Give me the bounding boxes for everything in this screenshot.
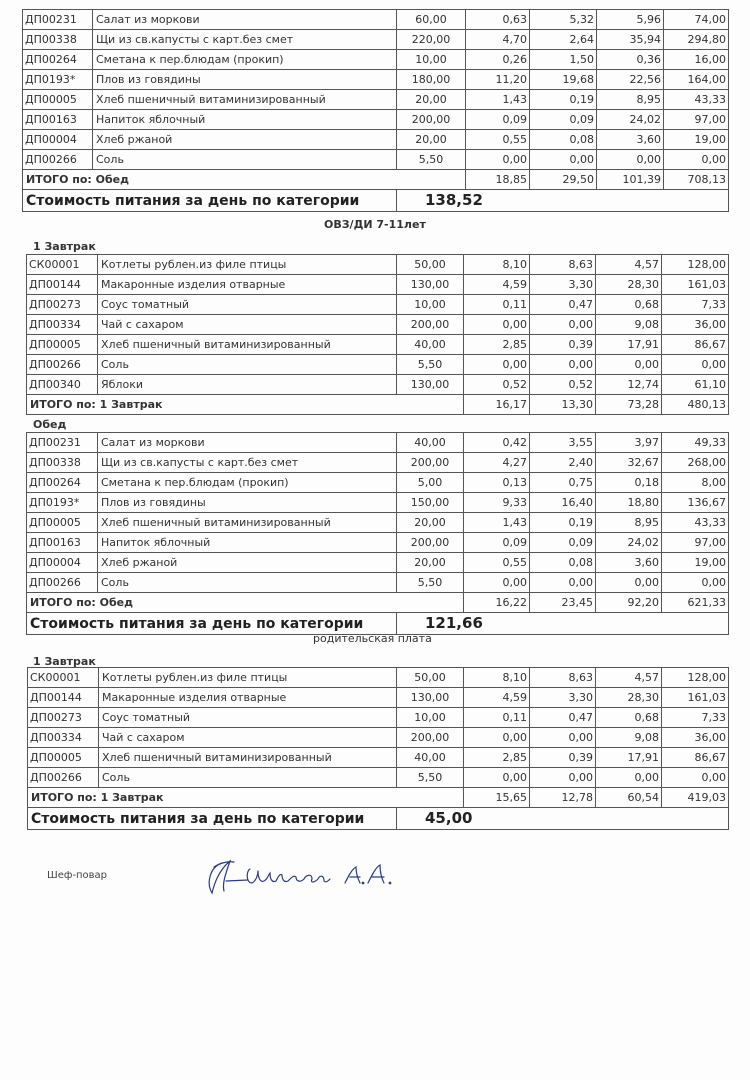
dish-fat: 0,19: [530, 513, 596, 533]
dish-carbs: 28,30: [596, 688, 662, 708]
dish-carbs: 8,95: [597, 90, 664, 110]
dish-weight: 200,00: [397, 315, 464, 335]
dish-kcal: 36,00: [662, 728, 729, 748]
chef-label: Шеф-повар: [47, 870, 108, 881]
dish-protein: 0,42: [464, 433, 530, 453]
dish-code: ДП00264: [23, 50, 93, 70]
dish-carbs: 0,68: [596, 295, 662, 315]
dish-carbs: 24,02: [597, 110, 664, 130]
total-kcal: 419,03: [662, 788, 729, 808]
table-row: [27, 315, 729, 335]
dish-weight: 5,00: [397, 473, 464, 493]
dish-code: ДП00231: [23, 10, 93, 30]
dish-name: Соль: [98, 355, 397, 375]
dish-protein: 2,85: [464, 335, 530, 355]
cost-label: Стоимость питания за день по категории: [23, 190, 397, 212]
dish-protein: 8,10: [464, 668, 530, 688]
dish-fat: 0,00: [530, 355, 596, 375]
dish-name: Хлеб ржаной: [98, 553, 397, 573]
dish-kcal: 97,00: [664, 110, 729, 130]
dish-carbs: 17,91: [596, 335, 662, 355]
total-fat: 29,50: [530, 170, 597, 190]
cost-row: [28, 808, 729, 830]
dish-kcal: 86,67: [662, 748, 729, 768]
dish-carbs: 12,74: [596, 375, 662, 395]
dish-protein: 0,26: [466, 50, 530, 70]
dish-weight: 130,00: [397, 275, 464, 295]
dish-weight: 220,00: [397, 30, 466, 50]
dish-weight: 200,00: [397, 453, 464, 473]
dish-weight: 40,00: [397, 335, 464, 355]
dish-weight: 200,00: [397, 110, 466, 130]
dish-code: ДП00144: [27, 275, 98, 295]
total-row: [28, 788, 729, 808]
dish-kcal: 61,10: [662, 375, 729, 395]
dish-name: Котлеты рублен.из филе птицы: [99, 668, 397, 688]
dish-fat: 0,09: [530, 110, 597, 130]
dish-kcal: 43,33: [662, 513, 729, 533]
dish-weight: 10,00: [397, 708, 464, 728]
dish-name: Плов из говядины: [93, 70, 397, 90]
dish-fat: 0,47: [530, 708, 596, 728]
table-row: [27, 255, 729, 275]
table-row: [27, 433, 729, 453]
table-row: [27, 573, 729, 593]
dish-fat: 0,08: [530, 130, 597, 150]
dish-code: ДП00005: [23, 90, 93, 110]
total-label: ИТОГО по: 1 Завтрак: [27, 395, 464, 415]
dish-protein: 0,00: [464, 355, 530, 375]
dish-fat: 0,00: [530, 728, 596, 748]
dish-code: ДП00334: [28, 728, 99, 748]
total-kcal: 621,33: [662, 593, 729, 613]
dish-weight: 5,50: [397, 573, 464, 593]
dish-name: Сметана к пер.блюдам (прокип): [98, 473, 397, 493]
dish-code: ДП00266: [27, 573, 98, 593]
dish-fat: 0,19: [530, 90, 597, 110]
dish-kcal: 86,67: [662, 335, 729, 355]
dish-carbs: 35,94: [597, 30, 664, 50]
dish-protein: 0,00: [466, 150, 530, 170]
dish-weight: 20,00: [397, 553, 464, 573]
table-row: [23, 130, 729, 150]
total-row: [27, 395, 729, 415]
dish-protein: 0,11: [464, 708, 530, 728]
total-row: [27, 593, 729, 613]
dish-carbs: 9,08: [596, 728, 662, 748]
cost-value: 45,00: [397, 808, 729, 830]
dish-weight: 20,00: [397, 130, 466, 150]
signature-icon: [200, 853, 410, 898]
dish-carbs: 17,91: [596, 748, 662, 768]
dish-code: ДП00144: [28, 688, 99, 708]
menu-table-parent-zavtrak: [27, 667, 729, 830]
section-title-parent-pay: родительская плата: [313, 632, 432, 645]
table-row: [27, 553, 729, 573]
dish-carbs: 4,57: [596, 255, 662, 275]
dish-fat: 16,40: [530, 493, 596, 513]
table-row: [28, 708, 729, 728]
cost-value: 121,66: [397, 613, 729, 635]
dish-kcal: 19,00: [662, 553, 729, 573]
dish-fat: 19,68: [530, 70, 597, 90]
table-row: [28, 668, 729, 688]
dish-fat: 3,30: [530, 688, 596, 708]
dish-carbs: 24,02: [596, 533, 662, 553]
dish-weight: 180,00: [397, 70, 466, 90]
dish-name: Хлеб пшеничный витаминизированный: [98, 335, 397, 355]
table-row: [27, 453, 729, 473]
dish-kcal: 294,80: [664, 30, 729, 50]
section-title-ovz: ОВЗ/ДИ 7-11лет: [324, 218, 426, 231]
dish-carbs: 0,36: [597, 50, 664, 70]
dish-protein: 0,00: [464, 573, 530, 593]
dish-code: ДП00273: [28, 708, 99, 728]
cost-value: 138,52: [397, 190, 729, 212]
dish-weight: 5,50: [397, 768, 464, 788]
dish-fat: 1,50: [530, 50, 597, 70]
dish-weight: 5,50: [397, 150, 466, 170]
dish-protein: 8,10: [464, 255, 530, 275]
dish-name: Щи из св.капусты с карт.без смет: [98, 453, 397, 473]
dish-kcal: 19,00: [664, 130, 729, 150]
dish-weight: 50,00: [397, 668, 464, 688]
dish-name: Плов из говядины: [98, 493, 397, 513]
cost-label: Стоимость питания за день по категории: [28, 808, 397, 830]
dish-code: ДП00340: [27, 375, 98, 395]
dish-code: ДП0193*: [23, 70, 93, 90]
dish-name: Яблоки: [98, 375, 397, 395]
dish-weight: 20,00: [397, 90, 466, 110]
dish-protein: 11,20: [466, 70, 530, 90]
dish-name: Салат из моркови: [93, 10, 397, 30]
dish-fat: 2,40: [530, 453, 596, 473]
dish-name: Салат из моркови: [98, 433, 397, 453]
dish-code: ДП00338: [23, 30, 93, 50]
dish-kcal: 43,33: [664, 90, 729, 110]
dish-code: ДП00005: [27, 513, 98, 533]
cost-label: Стоимость питания за день по категории: [27, 613, 397, 635]
total-carbs: 92,20: [596, 593, 662, 613]
dish-fat: 0,00: [530, 573, 596, 593]
total-fat: 13,30: [530, 395, 596, 415]
dish-kcal: 268,00: [662, 453, 729, 473]
dish-code: ДП00273: [27, 295, 98, 315]
dish-code: ДП00005: [27, 335, 98, 355]
meal-title-zavtrak: 1 Завтрак: [33, 240, 96, 253]
dish-protein: 4,27: [464, 453, 530, 473]
dish-fat: 3,55: [530, 433, 596, 453]
dish-weight: 200,00: [397, 533, 464, 553]
total-label: ИТОГО по: Обед: [23, 170, 466, 190]
dish-name: Чай с сахаром: [98, 315, 397, 335]
menu-table-ovz-zavtrak: [26, 254, 729, 415]
dish-protein: 4,70: [466, 30, 530, 50]
dish-protein: 0,09: [464, 533, 530, 553]
dish-name: Щи из св.капусты с карт.без смет: [93, 30, 397, 50]
total-kcal: 708,13: [664, 170, 729, 190]
dish-kcal: 0,00: [662, 768, 729, 788]
dish-fat: 0,09: [530, 533, 596, 553]
dish-carbs: 0,00: [596, 768, 662, 788]
table-row: [27, 375, 729, 395]
dish-code: ДП00338: [27, 453, 98, 473]
dish-fat: 0,39: [530, 335, 596, 355]
dish-kcal: 161,03: [662, 275, 729, 295]
dish-name: Хлеб пшеничный витаминизированный: [98, 513, 397, 533]
dish-protein: 0,55: [466, 130, 530, 150]
dish-protein: 0,52: [464, 375, 530, 395]
total-label: ИТОГО по: Обед: [27, 593, 464, 613]
dish-protein: 2,85: [464, 748, 530, 768]
dish-carbs: 18,80: [596, 493, 662, 513]
dish-protein: 4,59: [464, 275, 530, 295]
dish-name: Чай с сахаром: [99, 728, 397, 748]
menu-table-obed-top: [22, 9, 729, 212]
dish-weight: 200,00: [397, 728, 464, 748]
dish-name: Напиток яблочный: [93, 110, 397, 130]
dish-name: Соль: [98, 573, 397, 593]
dish-weight: 40,00: [397, 433, 464, 453]
dish-protein: 0,11: [464, 295, 530, 315]
dish-kcal: 164,00: [664, 70, 729, 90]
dish-fat: 0,39: [530, 748, 596, 768]
dish-name: Хлеб ржаной: [93, 130, 397, 150]
total-fat: 12,78: [530, 788, 596, 808]
dish-kcal: 74,00: [664, 10, 729, 30]
table-row: [23, 70, 729, 90]
dish-carbs: 32,67: [596, 453, 662, 473]
dish-protein: 4,59: [464, 688, 530, 708]
meal-title-zavtrak: 1 Завтрак: [33, 655, 96, 668]
dish-name: Соус томатный: [98, 295, 397, 315]
dish-weight: 10,00: [397, 295, 464, 315]
dish-protein: 0,00: [464, 768, 530, 788]
dish-name: Соль: [99, 768, 397, 788]
total-protein: 16,17: [464, 395, 530, 415]
dish-protein: 0,55: [464, 553, 530, 573]
menu-table-ovz-obed: [26, 432, 729, 635]
dish-kcal: 16,00: [664, 50, 729, 70]
dish-fat: 8,63: [530, 668, 596, 688]
total-carbs: 60,54: [596, 788, 662, 808]
table-row: [27, 335, 729, 355]
dish-weight: 20,00: [397, 513, 464, 533]
dish-code: ДП00264: [27, 473, 98, 493]
table-row: [28, 768, 729, 788]
dish-protein: 9,33: [464, 493, 530, 513]
dish-code: ДП00266: [27, 355, 98, 375]
dish-code: ДП00266: [28, 768, 99, 788]
dish-kcal: 7,33: [662, 708, 729, 728]
dish-fat: 2,64: [530, 30, 597, 50]
total-fat: 23,45: [530, 593, 596, 613]
dish-carbs: 0,00: [597, 150, 664, 170]
dish-weight: 150,00: [397, 493, 464, 513]
dish-weight: 50,00: [397, 255, 464, 275]
total-carbs: 101,39: [597, 170, 664, 190]
dish-protein: 0,13: [464, 473, 530, 493]
total-row: [23, 170, 729, 190]
table-row: [27, 513, 729, 533]
table-row: [27, 493, 729, 513]
dish-carbs: 0,00: [596, 355, 662, 375]
dish-kcal: 97,00: [662, 533, 729, 553]
table-row: [27, 295, 729, 315]
dish-fat: 0,47: [530, 295, 596, 315]
table-row: [27, 275, 729, 295]
table-row: [23, 90, 729, 110]
dish-code: ДП00163: [23, 110, 93, 130]
dish-name: Соль: [93, 150, 397, 170]
dish-kcal: 36,00: [662, 315, 729, 335]
dish-code: ДП00005: [28, 748, 99, 768]
dish-name: Хлеб пшеничный витаминизированный: [93, 90, 397, 110]
total-carbs: 73,28: [596, 395, 662, 415]
dish-protein: 0,00: [464, 728, 530, 748]
dish-code: ДП00163: [27, 533, 98, 553]
dish-kcal: 128,00: [662, 668, 729, 688]
total-label: ИТОГО по: 1 Завтрак: [28, 788, 464, 808]
table-row: [23, 50, 729, 70]
dish-fat: 0,52: [530, 375, 596, 395]
dish-weight: 130,00: [397, 375, 464, 395]
dish-carbs: 3,60: [596, 553, 662, 573]
dish-code: ДП00334: [27, 315, 98, 335]
dish-carbs: 28,30: [596, 275, 662, 295]
dish-name: Соус томатный: [99, 708, 397, 728]
dish-name: Напиток яблочный: [98, 533, 397, 553]
dish-carbs: 5,96: [597, 10, 664, 30]
dish-carbs: 0,18: [596, 473, 662, 493]
dish-fat: 5,32: [530, 10, 597, 30]
dish-kcal: 49,33: [662, 433, 729, 453]
table-row: [28, 688, 729, 708]
dish-fat: 0,75: [530, 473, 596, 493]
total-protein: 18,85: [466, 170, 530, 190]
dish-carbs: 0,68: [596, 708, 662, 728]
dish-fat: 0,00: [530, 768, 596, 788]
dish-kcal: 0,00: [662, 355, 729, 375]
dish-fat: 0,00: [530, 150, 597, 170]
table-row: [28, 728, 729, 748]
dish-protein: 0,00: [464, 315, 530, 335]
table-row: [28, 748, 729, 768]
dish-carbs: 3,60: [597, 130, 664, 150]
dish-protein: 0,63: [466, 10, 530, 30]
dish-name: Котлеты рублен.из филе птицы: [98, 255, 397, 275]
dish-carbs: 22,56: [597, 70, 664, 90]
total-protein: 16,22: [464, 593, 530, 613]
dish-fat: 0,00: [530, 315, 596, 335]
dish-carbs: 3,97: [596, 433, 662, 453]
dish-weight: 40,00: [397, 748, 464, 768]
dish-protein: 1,43: [466, 90, 530, 110]
dish-weight: 60,00: [397, 10, 466, 30]
dish-kcal: 0,00: [662, 573, 729, 593]
dish-weight: 10,00: [397, 50, 466, 70]
dish-kcal: 128,00: [662, 255, 729, 275]
table-row: [23, 30, 729, 50]
total-kcal: 480,13: [662, 395, 729, 415]
dish-name: Сметана к пер.блюдам (прокип): [93, 50, 397, 70]
dish-name: Хлеб пшеничный витаминизированный: [99, 748, 397, 768]
dish-code: СК00001: [27, 255, 98, 275]
dish-code: ДП00231: [27, 433, 98, 453]
dish-fat: 8,63: [530, 255, 596, 275]
dish-kcal: 7,33: [662, 295, 729, 315]
table-row: [27, 473, 729, 493]
dish-name: Макаронные изделия отварные: [98, 275, 397, 295]
table-row: [23, 150, 729, 170]
dish-fat: 0,08: [530, 553, 596, 573]
dish-code: ДП00004: [27, 553, 98, 573]
dish-weight: 5,50: [397, 355, 464, 375]
dish-kcal: 161,03: [662, 688, 729, 708]
cost-row: [23, 190, 729, 212]
table-row: [23, 10, 729, 30]
dish-carbs: 9,08: [596, 315, 662, 335]
dish-code: ДП00266: [23, 150, 93, 170]
dish-carbs: 4,57: [596, 668, 662, 688]
dish-protein: 0,09: [466, 110, 530, 130]
table-row: [27, 533, 729, 553]
dish-code: ДП0193*: [27, 493, 98, 513]
dish-code: СК00001: [28, 668, 99, 688]
dish-fat: 3,30: [530, 275, 596, 295]
dish-kcal: 8,00: [662, 473, 729, 493]
dish-name: Макаронные изделия отварные: [99, 688, 397, 708]
table-row: [23, 110, 729, 130]
dish-protein: 1,43: [464, 513, 530, 533]
dish-carbs: 0,00: [596, 573, 662, 593]
dish-kcal: 136,67: [662, 493, 729, 513]
table-row: [27, 355, 729, 375]
dish-carbs: 8,95: [596, 513, 662, 533]
dish-code: ДП00004: [23, 130, 93, 150]
dish-weight: 130,00: [397, 688, 464, 708]
chef-signature: [200, 853, 410, 902]
meal-title-obed: Обед: [33, 418, 67, 431]
total-protein: 15,65: [464, 788, 530, 808]
dish-kcal: 0,00: [664, 150, 729, 170]
